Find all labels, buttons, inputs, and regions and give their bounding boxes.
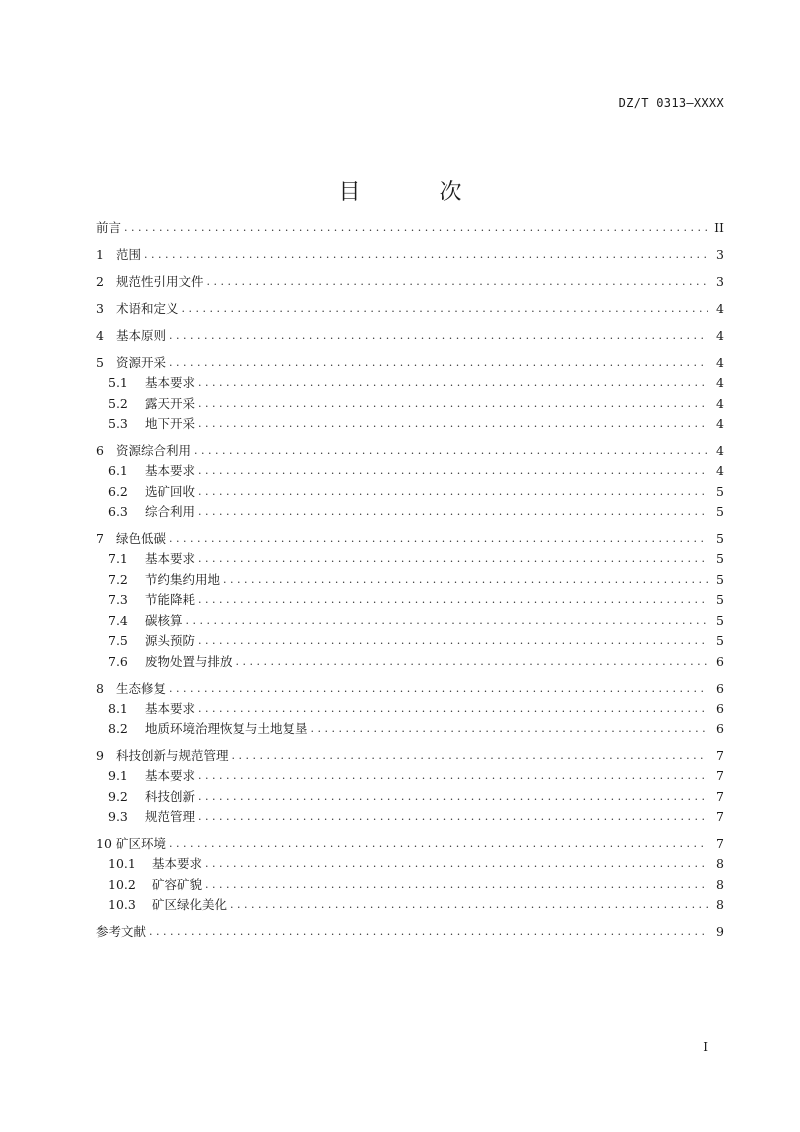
toc-dot-leader xyxy=(236,653,708,671)
toc-dot-leader xyxy=(198,415,708,433)
toc-entry-number: 10.3 xyxy=(108,897,136,912)
toc-entry-page: 8 xyxy=(716,856,724,871)
toc-entry-title: 矿区环境 xyxy=(116,836,167,851)
toc-dot-leader xyxy=(311,720,708,738)
toc-entry[interactable] xyxy=(96,442,724,460)
toc-entry-page: 4 xyxy=(716,328,724,343)
toc-subentry[interactable] xyxy=(108,591,724,609)
toc-entry-title: 基本要求 xyxy=(145,700,196,716)
toc-entry-page: 5 xyxy=(716,483,724,499)
toc-entry[interactable] xyxy=(96,219,724,237)
toc-dot-leader xyxy=(169,327,708,345)
toc-dot-leader xyxy=(169,680,708,698)
toc-entry-page: 4 xyxy=(716,443,724,458)
toc-entry-page: 3 xyxy=(716,274,724,289)
toc-entry-page: 5 xyxy=(716,504,724,519)
toc-entry-title: 绿色低碳 xyxy=(116,531,167,546)
toc-dot-leader xyxy=(169,354,708,372)
toc-entry-page: 5 xyxy=(716,633,724,648)
toc-subentry[interactable] xyxy=(108,550,724,568)
toc-entry-number: 6.2 xyxy=(108,483,128,499)
toc-entry-title: 矿区绿化美化 xyxy=(152,897,228,912)
toc-entry[interactable] xyxy=(96,354,724,372)
toc-entry-number: 6 xyxy=(96,443,104,458)
toc-entry-title: 基本要求 xyxy=(145,768,196,783)
toc-entry-page: 7 xyxy=(716,788,724,804)
toc-entry-page: 5 xyxy=(716,531,724,546)
toc-entry-title: 基本要求 xyxy=(152,856,203,871)
toc-entry-title: 基本要求 xyxy=(145,463,196,478)
toc-entry-title: 科技创新与规范管理 xyxy=(116,748,229,763)
toc-entry-number: 6.3 xyxy=(108,504,128,519)
toc-dot-leader xyxy=(198,503,708,521)
toc-subentry[interactable] xyxy=(108,808,724,826)
toc-dot-leader xyxy=(198,700,708,718)
toc-entry-number: 7.1 xyxy=(108,551,128,566)
toc-entry-page: 5 xyxy=(716,592,724,607)
toc-entry-page: 8 xyxy=(716,897,724,912)
document-code: DZ/T 0313—XXXX xyxy=(618,96,724,110)
toc-entry-title: 碳核算 xyxy=(145,612,183,628)
toc-subentry[interactable] xyxy=(108,896,724,914)
toc-dot-leader xyxy=(169,530,708,548)
toc-entry-page: 7 xyxy=(716,748,724,763)
toc-dot-leader xyxy=(198,591,708,609)
toc-entry-number: 10.2 xyxy=(108,876,136,892)
toc-subentry[interactable] xyxy=(108,876,724,894)
toc-entry-number: 1 xyxy=(96,247,104,262)
toc-dot-leader xyxy=(182,300,708,318)
toc-entry-title: 生态修复 xyxy=(116,680,167,696)
toc-entry[interactable] xyxy=(96,327,724,345)
toc-entry[interactable] xyxy=(96,747,724,765)
toc-entry-title: 节能降耗 xyxy=(145,592,196,607)
toc-entry-number: 7.3 xyxy=(108,592,128,607)
toc-entry-title: 资源综合利用 xyxy=(116,443,192,458)
toc-entry-title: 规范管理 xyxy=(145,809,196,824)
toc-entry-title: 基本原则 xyxy=(116,328,167,343)
toc-entry-page: 7 xyxy=(716,768,724,783)
toc-entry-number: 7.2 xyxy=(108,571,128,587)
toc-subentry[interactable] xyxy=(108,571,724,589)
toc-entry-page: 4 xyxy=(716,355,724,370)
toc-dot-leader xyxy=(198,483,708,501)
toc-entry-number: 6.1 xyxy=(108,463,128,478)
toc-dot-leader xyxy=(232,747,708,765)
toc-entry-page: 5 xyxy=(716,612,724,628)
toc-subentry[interactable] xyxy=(108,462,724,480)
toc-entry[interactable] xyxy=(96,300,724,318)
toc-entry-number: 7.4 xyxy=(108,612,128,628)
toc-entry-title: 基本要求 xyxy=(145,551,196,566)
toc-subentry[interactable] xyxy=(108,700,724,718)
toc-entry-number: 8.1 xyxy=(108,700,128,716)
toc-entry-page: 6 xyxy=(716,680,724,696)
toc-subentry[interactable] xyxy=(108,612,724,630)
toc-dot-leader xyxy=(198,767,708,785)
toc-entry-page: 6 xyxy=(716,653,724,669)
toc-dot-leader xyxy=(207,273,708,291)
footer-page-number: I xyxy=(703,1040,708,1054)
toc-dot-leader xyxy=(198,632,708,650)
toc-entry-page: 4 xyxy=(716,463,724,478)
toc-dot-leader xyxy=(198,788,708,806)
toc-dot-leader xyxy=(230,896,708,914)
toc-entry-page: 9 xyxy=(716,924,724,939)
toc-subentry[interactable] xyxy=(108,720,724,738)
toc-entry[interactable] xyxy=(96,923,724,941)
toc-entry-number: 5.2 xyxy=(108,395,128,411)
toc-entry-number: 7.5 xyxy=(108,633,128,648)
toc-entry-number: 5.1 xyxy=(108,375,128,390)
toc-entry-number: 9.2 xyxy=(108,788,128,804)
toc-entry-title: 露天开采 xyxy=(145,395,196,411)
toc-entry-page: 4 xyxy=(716,375,724,390)
toc-entry-page: 4 xyxy=(716,395,724,411)
toc-entry-title: 术语和定义 xyxy=(116,301,179,316)
toc-entry-title: 地下开采 xyxy=(145,416,196,431)
toc-entry-page: 7 xyxy=(716,836,724,851)
toc-entry-title: 前言 xyxy=(96,220,122,235)
toc-entry-title: 参考文献 xyxy=(96,924,147,939)
page-title: 目 次 xyxy=(338,179,498,205)
toc-dot-leader xyxy=(198,550,708,568)
toc-entry-title: 废物处置与排放 xyxy=(145,653,233,669)
toc-entry-number: 8 xyxy=(96,680,104,696)
toc-subentry[interactable] xyxy=(108,483,724,501)
toc-subentry[interactable] xyxy=(108,855,724,873)
toc-entry-title: 科技创新 xyxy=(145,788,196,804)
toc-entry-number: 10 xyxy=(96,836,112,851)
toc-entry-number: 9.1 xyxy=(108,768,128,783)
toc-entry[interactable] xyxy=(96,246,724,264)
toc-dot-leader xyxy=(149,923,708,941)
toc-entry-title: 选矿回收 xyxy=(145,483,196,499)
toc-entry-number: 7.6 xyxy=(108,653,128,669)
toc-dot-leader xyxy=(198,462,708,480)
toc-entry-page: 5 xyxy=(716,551,724,566)
toc-dot-leader xyxy=(198,395,708,413)
toc-dot-leader xyxy=(124,219,708,237)
toc-subentry[interactable] xyxy=(108,503,724,521)
toc-entry[interactable] xyxy=(96,530,724,548)
toc-subentry[interactable] xyxy=(108,395,724,413)
toc-entry-title: 节约集约用地 xyxy=(145,571,221,587)
toc-entry-title: 范围 xyxy=(116,247,142,262)
toc-entry-number: 5.3 xyxy=(108,416,128,431)
toc-subentry[interactable] xyxy=(108,374,724,392)
toc-entry-page: 8 xyxy=(716,876,724,892)
toc-dot-leader xyxy=(205,855,708,873)
toc-dot-leader xyxy=(198,374,708,392)
toc-entry-number: 3 xyxy=(96,301,104,316)
toc-entry-title: 规范性引用文件 xyxy=(116,274,204,289)
toc-entry[interactable] xyxy=(96,680,724,698)
toc-entry-title: 基本要求 xyxy=(145,375,196,390)
toc-subentry[interactable] xyxy=(108,653,724,671)
toc-entry-page: 3 xyxy=(716,247,724,262)
toc-entry-number: 9 xyxy=(96,748,104,763)
toc-dot-leader xyxy=(205,876,708,894)
toc-entry-page: 6 xyxy=(716,721,724,736)
toc-entry-number: 2 xyxy=(96,274,104,289)
toc-dot-leader xyxy=(194,442,708,460)
toc-entry-number: 9.3 xyxy=(108,809,128,824)
toc-entry-title: 资源开采 xyxy=(116,355,167,370)
toc-entry[interactable] xyxy=(96,273,724,291)
toc-entry-number: 4 xyxy=(96,328,104,343)
toc-entry-title: 源头预防 xyxy=(145,633,196,648)
toc-entry-page: 4 xyxy=(716,301,724,316)
toc-entry-page: II xyxy=(714,220,724,235)
toc-dot-leader xyxy=(144,246,708,264)
toc-entry-number: 10.1 xyxy=(108,856,136,871)
toc-subentry[interactable] xyxy=(108,415,724,433)
toc-subentry[interactable] xyxy=(108,632,724,650)
toc-entry-page: 5 xyxy=(716,571,724,587)
toc-dot-leader xyxy=(223,571,708,589)
toc-entry-title: 地质环境治理恢复与土地复垦 xyxy=(145,721,308,736)
toc-subentry[interactable] xyxy=(108,767,724,785)
toc-dot-leader xyxy=(186,612,708,630)
toc-entry[interactable] xyxy=(96,835,724,853)
toc-entry-page: 4 xyxy=(716,416,724,431)
toc-entry-page: 6 xyxy=(716,700,724,716)
toc-entry-title: 综合利用 xyxy=(145,504,196,519)
toc-dot-leader xyxy=(198,808,708,826)
toc-entry-number: 8.2 xyxy=(108,721,128,736)
toc-entry-title: 矿容矿貌 xyxy=(152,876,203,892)
toc-entry-number: 7 xyxy=(96,531,104,546)
toc-entry-number: 5 xyxy=(96,355,104,370)
toc-subentry[interactable] xyxy=(108,788,724,806)
toc-dot-leader xyxy=(169,835,708,853)
toc-entry-page: 7 xyxy=(716,809,724,824)
